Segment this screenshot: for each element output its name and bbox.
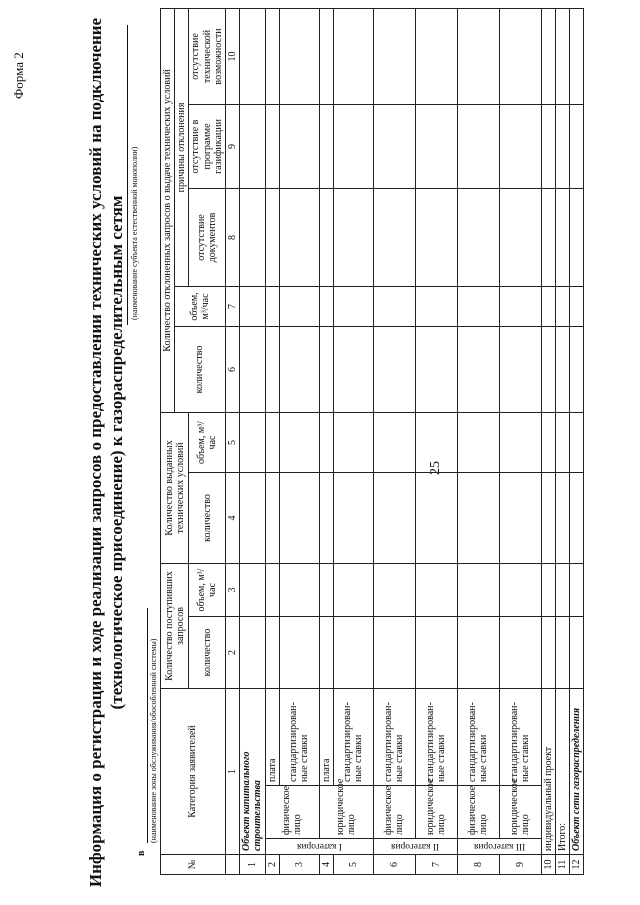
header-issued-volume: объем, м³/час <box>189 412 226 472</box>
applicant-type: юридическое лицо <box>499 786 541 839</box>
header-received-volume: объем, м³/час <box>189 563 226 616</box>
fee-type: стандартизирован- ные ставки <box>499 688 541 785</box>
row-no: 9 <box>499 855 541 875</box>
header-issued-count: количество <box>189 472 226 563</box>
row-no: 3 <box>279 855 319 875</box>
row-no: 7 <box>415 855 457 875</box>
row-no: 8 <box>457 855 499 875</box>
table-row <box>319 8 333 874</box>
table-row <box>279 8 319 874</box>
row-no: 4 <box>319 855 333 875</box>
row-no: 11 <box>556 855 570 875</box>
row-label-individual-project: индивидуальный проект <box>541 688 555 854</box>
column-number-row <box>225 8 239 874</box>
col-number-4: 4 <box>225 472 239 563</box>
header-rejected: Количество отклоненных запросов о выдаче технических условий <box>161 8 175 412</box>
col-number-6: 6 <box>225 326 239 412</box>
requests-table <box>160 8 584 875</box>
col-number-3: 3 <box>225 563 239 616</box>
preposition-v: в <box>136 850 147 856</box>
header-row-1 <box>161 8 175 874</box>
monopoly-caption: (наименование субъекта естественной монополии) <box>130 146 139 320</box>
category-cell <box>373 839 457 855</box>
col-number-2: 2 <box>225 616 239 688</box>
table-row <box>541 8 555 874</box>
col-number-5: 5 <box>225 412 239 472</box>
header-rejected-volume: объем, м³/час <box>175 286 226 326</box>
row-no: 5 <box>333 855 373 875</box>
row-no: 12 <box>570 855 584 875</box>
applicant-type: юридическое лицо <box>415 786 457 839</box>
header-category: Категория заявителей <box>161 688 226 854</box>
col-number-8: 8 <box>225 188 239 286</box>
fee-type: плата <box>265 688 279 785</box>
fee-type: стандартизирован- ные ставки <box>415 688 457 785</box>
col-number-10: 10 <box>225 8 239 104</box>
fee-type: стандартизирован- ные ставки <box>279 688 319 785</box>
fee-type: плата <box>319 688 333 785</box>
table-row <box>570 8 584 874</box>
header-reason-tech: отсутствие технической возможности <box>189 8 226 104</box>
row-no: 1 <box>240 855 265 875</box>
row-label-capital-construction: Объект капитального строительства <box>240 688 265 854</box>
fee-type: стандартизирован- ные ставки <box>457 688 499 785</box>
table-row <box>457 8 499 874</box>
title-line-1: Информация о регистрации и ходе реализации запросов о предоставлении технических условий на подключение <box>86 17 105 888</box>
row-no: 2 <box>265 855 279 875</box>
table-row <box>373 8 415 874</box>
table-row <box>499 8 541 874</box>
applicant-type: физическое лицо <box>457 786 499 839</box>
category-cell <box>457 839 541 855</box>
table-row <box>333 8 373 874</box>
row-label-distribution-network: Объект сети газораспределения <box>570 688 584 854</box>
header-reason-docs: отсутствие документов <box>189 188 226 286</box>
header-received-count: количество <box>189 616 226 688</box>
category-1-label: I категория <box>296 841 342 851</box>
table-row <box>265 8 279 874</box>
category-2-label: II категория <box>391 841 440 851</box>
header-received: Количество поступивших запросов <box>161 563 189 688</box>
col-number-blank <box>225 855 239 875</box>
page-number: 25 <box>428 461 443 475</box>
row-label-total: Итого: <box>556 688 570 854</box>
fee-type: стандартизирован- ные ставки <box>333 688 373 785</box>
row-no: 6 <box>373 855 415 875</box>
applicant-type: физическое лицо <box>265 786 319 839</box>
table-row <box>556 8 570 874</box>
header-no: № <box>161 855 226 875</box>
header-reason-program: отсутствие в программе газификации <box>189 104 226 188</box>
header-issued: Количество выданных технических условий <box>161 412 189 563</box>
header-rejected-count: количество <box>175 326 226 412</box>
monopoly-underline <box>127 25 128 325</box>
form-label: Форма 2 <box>11 52 26 99</box>
zone-caption: (наименование зоны обслуживания/обособленной системы) <box>149 638 158 843</box>
col-number-9: 9 <box>225 104 239 188</box>
applicant-type: физическое лицо <box>373 786 415 839</box>
category-cell <box>265 839 373 855</box>
applicant-type: юридическое лицо <box>319 786 373 839</box>
row-no: 10 <box>541 855 555 875</box>
col-number-7: 7 <box>225 286 239 326</box>
col-number-1: 1 <box>225 688 239 854</box>
header-reasons: причины отклонения <box>175 8 189 286</box>
table-row <box>240 8 265 874</box>
table-row <box>415 8 457 874</box>
fee-type: стандартизирован- ные ставки <box>373 688 415 785</box>
zone-underline <box>147 608 148 843</box>
category-3-label: III категория <box>473 841 526 851</box>
title-line-2: (технологическое присоединение) к газораспределительным сетям <box>107 195 126 710</box>
